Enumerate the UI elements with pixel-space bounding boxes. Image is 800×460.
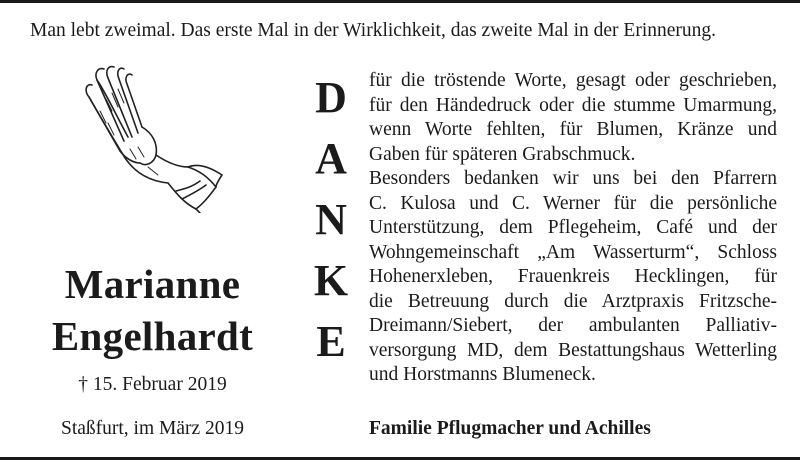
danke-vertical-heading bbox=[300, 67, 362, 372]
danke-letter: N bbox=[315, 195, 347, 244]
danke-letter: K bbox=[313, 256, 349, 305]
thanks-text-line: versorgung MD, dem Bestattungshaus Wetterling bbox=[369, 339, 777, 361]
memorial-quote: Man lebt zweimal. Das erste Mal in der Wirklichkeit, das zweite Mal in der Erinnerung. bbox=[30, 20, 717, 41]
place-and-date: Staßfurt, im März 2019 bbox=[60, 418, 245, 439]
thanks-text bbox=[369, 69, 777, 388]
deceased-last-name: Engelhardt bbox=[51, 313, 254, 359]
danke-letter: A bbox=[315, 134, 347, 183]
family-signature: Familie Pflugmacher und Achilles bbox=[369, 418, 651, 439]
thanks-text-line: die Betreuung durch die Arztpraxis Fritzsche- bbox=[369, 290, 777, 312]
thanks-text-line: wenn Worte fehlten, für Blumen, Kränze und bbox=[369, 119, 777, 140]
thanks-text-line: Unterstützung, dem Pflegeheim, Café und der bbox=[369, 217, 777, 238]
thanks-text-line: für den Händedruck oder die stumme Umarmung, bbox=[369, 94, 777, 116]
thanks-text-line: und Horstmanns Blumeneck. bbox=[369, 364, 596, 385]
thanks-text-line: Wohngemeinschaft „Am Wasserturm“, Schloss bbox=[369, 241, 777, 263]
deceased-first-name: Marianne bbox=[64, 261, 241, 307]
death-date: † 15. Februar 2019 bbox=[78, 374, 227, 395]
danke-letter: D bbox=[315, 73, 347, 122]
thanks-text-line: Besonders bedanken wir uns bei den Pfarrern bbox=[369, 168, 777, 189]
thanks-text-line: für die tröstende Worte, gesagt oder geschrieben, bbox=[369, 70, 777, 91]
thanks-text-line: Hohenerxleben, Frauenkreis Hecklingen, für bbox=[369, 266, 777, 287]
thanks-text-line: Gaben für späteren Grabschmuck. bbox=[369, 143, 636, 165]
danke-letter: E bbox=[316, 317, 346, 366]
praying-hands-icon bbox=[72, 63, 232, 213]
thanks-text-line: C. Kulosa und C. Werner für die persönliche bbox=[369, 192, 777, 214]
thanks-text-line: Dreimann/Siebert, der ambulanten Palliativ- bbox=[369, 315, 777, 336]
